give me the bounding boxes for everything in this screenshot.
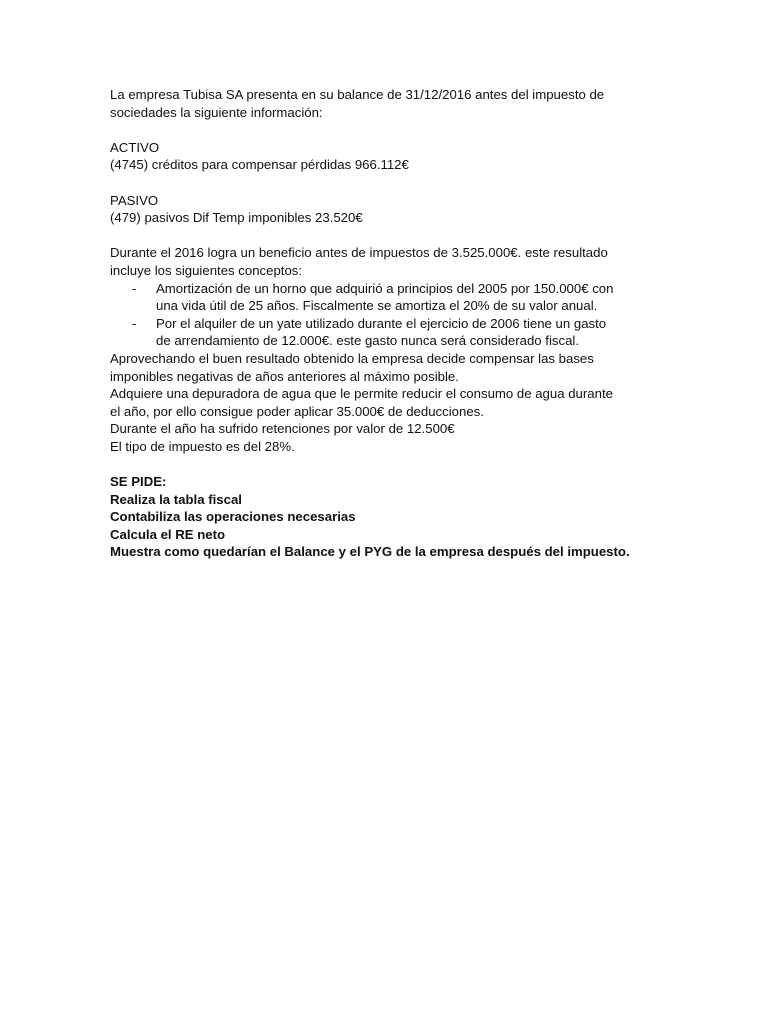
document-page	[110, 86, 670, 561]
spacer	[110, 174, 670, 192]
bullet-line: una vida útil de 25 años. Fiscalmente se amortiza el 20% de su valor anual.	[156, 298, 598, 314]
body-line: el año, por ello consigue poder aplicar 35.000€ de deducciones.	[110, 403, 484, 419]
se-pide-heading: SE PIDE:	[110, 474, 167, 490]
intro-line: La empresa Tubisa SA presenta en su balance de 31/12/2016 antes del impuesto de	[110, 87, 605, 102]
bullet-dash: -	[132, 280, 137, 296]
spacer	[110, 227, 670, 245]
activo-heading: ACTIVO	[110, 139, 160, 155]
body-line: Aprovechando el buen resultado obtenido la empresa decide compensar las bases	[110, 350, 594, 366]
intro-paragraph	[110, 86, 670, 121]
task-item: Muestra como quedarían el Balance y el PYG de la empresa después del impuesto.	[110, 544, 630, 560]
bullet-line: de arrendamiento de 12.000€. este gasto nunca será considerado fiscal.	[156, 333, 580, 349]
body-line: Durante el año ha sufrido retenciones por valor de 12.500€	[110, 421, 455, 437]
task-item: Realiza la tabla fiscal	[110, 491, 242, 507]
body-line: imponibles negativas de años anteriores al máximo posible.	[110, 368, 459, 384]
list-item	[110, 280, 670, 315]
body-line: El tipo de impuesto es del 28%.	[110, 438, 295, 454]
spacer	[110, 455, 670, 473]
activo-item: (4745) créditos para compensar pérdidas 966.112€	[110, 157, 409, 173]
list-item	[110, 315, 670, 350]
pasivo-section	[110, 192, 670, 227]
body-line: Adquiere una depuradora de agua que le permite reducir el consumo de agua durante	[110, 386, 613, 402]
spacer	[110, 121, 670, 139]
durante-line: Durante el 2016 logra un beneficio antes de impuestos de 3.525.000€. este resultado	[110, 245, 608, 261]
intro-line: sociedades la siguiente información:	[110, 104, 323, 120]
rest-paragraph	[110, 350, 670, 456]
bullet-list	[110, 280, 670, 350]
bullet-line: Amortización de un horno que adquirió a principios del 2005 por 150.000€ con	[156, 280, 614, 296]
task-item: Contabiliza las operaciones necesarias	[110, 509, 356, 525]
bullet-dash: -	[132, 315, 137, 331]
pasivo-item: (479) pasivos Dif Temp imponibles 23.520€	[110, 210, 363, 226]
durante-line: incluye los siguientes conceptos:	[110, 262, 303, 278]
se-pide-section	[110, 473, 670, 561]
durante-paragraph	[110, 244, 670, 279]
bullet-line: Por el alquiler de un yate utilizado durante el ejercicio de 2006 tiene un gasto	[156, 315, 607, 331]
pasivo-heading: PASIVO	[110, 192, 159, 208]
activo-section	[110, 139, 670, 174]
task-item: Calcula el RE neto	[110, 526, 226, 542]
